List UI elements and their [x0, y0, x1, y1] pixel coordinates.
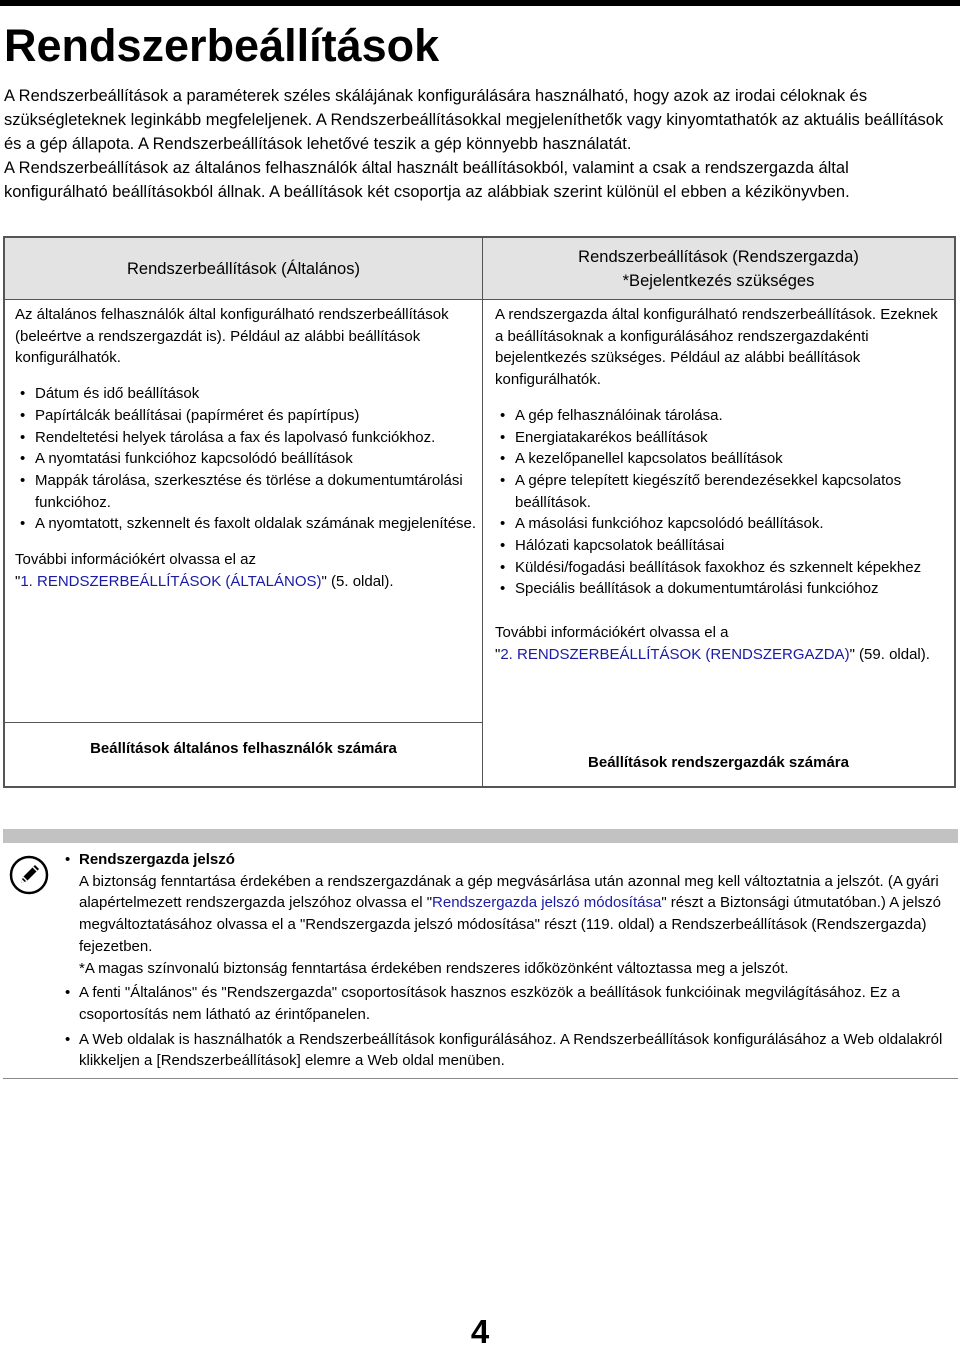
general-settings-column [15, 304, 480, 592]
note-list [63, 849, 953, 1072]
note-content [63, 849, 953, 1075]
note-item-web-pages: • A Web oldalak is használhatók a Rendszerbeállítások konfigurálásához. A Rendszerbeállítások konfigurálásához a Web oldalakról klikkeljen a [Rendszerbeállítások] elemre a Web oldal menüben. [63, 1029, 953, 1072]
admin-more-info [495, 622, 943, 665]
list-item: • Dátum és idő beállítások [15, 383, 480, 405]
note-text-part: A biztonság fenntartása érdekében a rendszergazdának a gép megvásárlása után azonnal meg kell változtatnia a jelszót. (A gyári alapértelmezett rendszergazda jelszóhoz olvassa el " [79, 872, 939, 912]
admin-more-info-suffix: " (59. oldal). [849, 645, 930, 663]
note-item-text: *A magas színvonalú biztonság fenntartása érdekében rendszeres időközönként változtassa meg a jelszót. [79, 959, 789, 977]
general-settings-header [5, 238, 482, 300]
admin-settings-list [495, 405, 943, 600]
list-item: • Rendeltetési helyek tárolása a fax és lapolvasó funkciókhoz. [15, 427, 480, 449]
list-item: • Papírtálcák beállításai (papírméret és papírtípus) [15, 405, 480, 427]
admin-password-change-link[interactable]: Rendszergazda jelszó módosítása [432, 894, 662, 912]
list-item: • A nyomtatási funkcióhoz kapcsolódó beállítások [15, 448, 480, 470]
admin-settings-description: A rendszergazda által konfigurálható rendszerbeállítások. Ezeknek a beállításoknak a konfigurálásához rendszergazdakénti bejelentkezés szükséges. Például az alábbi beállítások konfigurálhatók. [495, 306, 938, 389]
general-settings-list [15, 383, 480, 535]
admin-settings-header-label: Rendszerbeállítások (Rendszergazda) [578, 247, 859, 266]
column-divider [482, 238, 483, 786]
intro-paragraph-1: A Rendszerbeállítások a paraméterek széles skálájának konfigurálására használható, hogy azok az irodai céloknak és szükségleteknek leginkább megfeleljenek. A Rendszerbeállításokkal megjeleníthetők vagy kinyomtathatók az aktuális beállítások és a gép állapota. A Rendszerbeállítások lehetővé teszik a gép könnyebb használatát. [4, 87, 944, 153]
admin-settings-link[interactable]: 2. RENDSZERBEÁLLÍTÁSOK (RENDSZERGAZDA) [500, 645, 850, 663]
list-item: • A kezelőpanellel kapcsolatos beállítások [495, 448, 943, 470]
note-text-part: " részt a Biztonsági útmutatóban.) A jelszó megváltoztatásához olvassa el a "Rendszergazda jelszó módosítása" részt (119. oldal) a Rendszerbeállítások (Rendszergazda) fejezetben. [79, 894, 941, 955]
list-item: • Speciális beállítások a dokumentumtárolási funkcióhoz [495, 578, 943, 600]
top-rule [0, 0, 960, 6]
general-users-footer [5, 722, 482, 773]
general-more-info-suffix: " (5. oldal). [321, 572, 394, 590]
admin-users-footer-label: Beállítások rendszergazdák számára [588, 753, 849, 771]
general-settings-description: Az általános felhasználók által konfigurálható rendszerbeállítások (beleértve a rendszergazdát is). Például az alábbi beállítások konfigurálhatók. [15, 306, 449, 367]
admin-users-footer [483, 737, 954, 787]
list-item: • A gépre telepített kiegészítő berendezésekkel kapcsolatos beállítások. [495, 470, 943, 513]
login-required-label: *Bejelentkezés szükséges [622, 271, 815, 290]
pencil-note-icon [9, 855, 49, 895]
list-item: • A gép felhasználóinak tárolása. [495, 405, 943, 427]
intro-paragraph-2: A Rendszerbeállítások az általános felhasználók által használt beállításokból, valamint a csak a rendszergazda által konfigurálható beállításokból állnak. A beállítások két csoportja az alábbiak szerint különül el ebben a kézikönyvben. [4, 159, 850, 201]
general-more-info [15, 549, 480, 592]
note-item-text [79, 871, 953, 958]
page-number: 4 [470, 1313, 490, 1350]
note-item-grouping: • A fenti "Általános" és "Rendszergazda" csoportosítások hasznos eszközök a beállítások funkcióinak megvilágításához. Ez a csoportosítás nem látható az érintőpanelen. [63, 982, 953, 1025]
admin-more-info-prefix: További információkért olvassa el a [495, 624, 729, 642]
list-item: • A másolási funkcióhoz kapcsolódó beállítások. [495, 513, 943, 535]
note-icon-box [3, 843, 57, 1078]
list-item: • Energiatakarékos beállítások [495, 427, 943, 449]
general-settings-link[interactable]: 1. RENDSZERBEÁLLÍTÁSOK (ÁLTALÁNOS) [20, 572, 322, 590]
intro-text [4, 84, 956, 204]
list-item: • Mappák tárolása, szerkesztése és törlése a dokumentumtárolási funkcióhoz. [15, 470, 480, 513]
admin-settings-header [483, 238, 954, 300]
settings-comparison-table [3, 236, 956, 788]
list-item: • Küldési/fogadási beállítások faxokhoz és szkennelt képekhez [495, 557, 943, 579]
note-item-title: • Rendszergazda jelszó [79, 851, 235, 868]
general-settings-header-label: Rendszerbeállítások (Általános) [127, 259, 360, 278]
list-item: • Hálózati kapcsolatok beállításai [495, 535, 943, 557]
list-item: • A nyomtatott, szkennelt és faxolt oldalak számának megjelenítése. [15, 513, 480, 535]
general-users-footer-label: Beállítások általános felhasználók számára [90, 739, 397, 757]
general-more-info-prefix: További információkért olvassa el az [15, 551, 256, 569]
page-title: Rendszerbeállítások [4, 20, 440, 71]
admin-more-info-quote: " [495, 645, 501, 663]
note-item-admin-password [63, 849, 953, 979]
general-more-info-quote: " [15, 572, 21, 590]
note-box [3, 829, 958, 1079]
admin-settings-column [495, 304, 943, 666]
